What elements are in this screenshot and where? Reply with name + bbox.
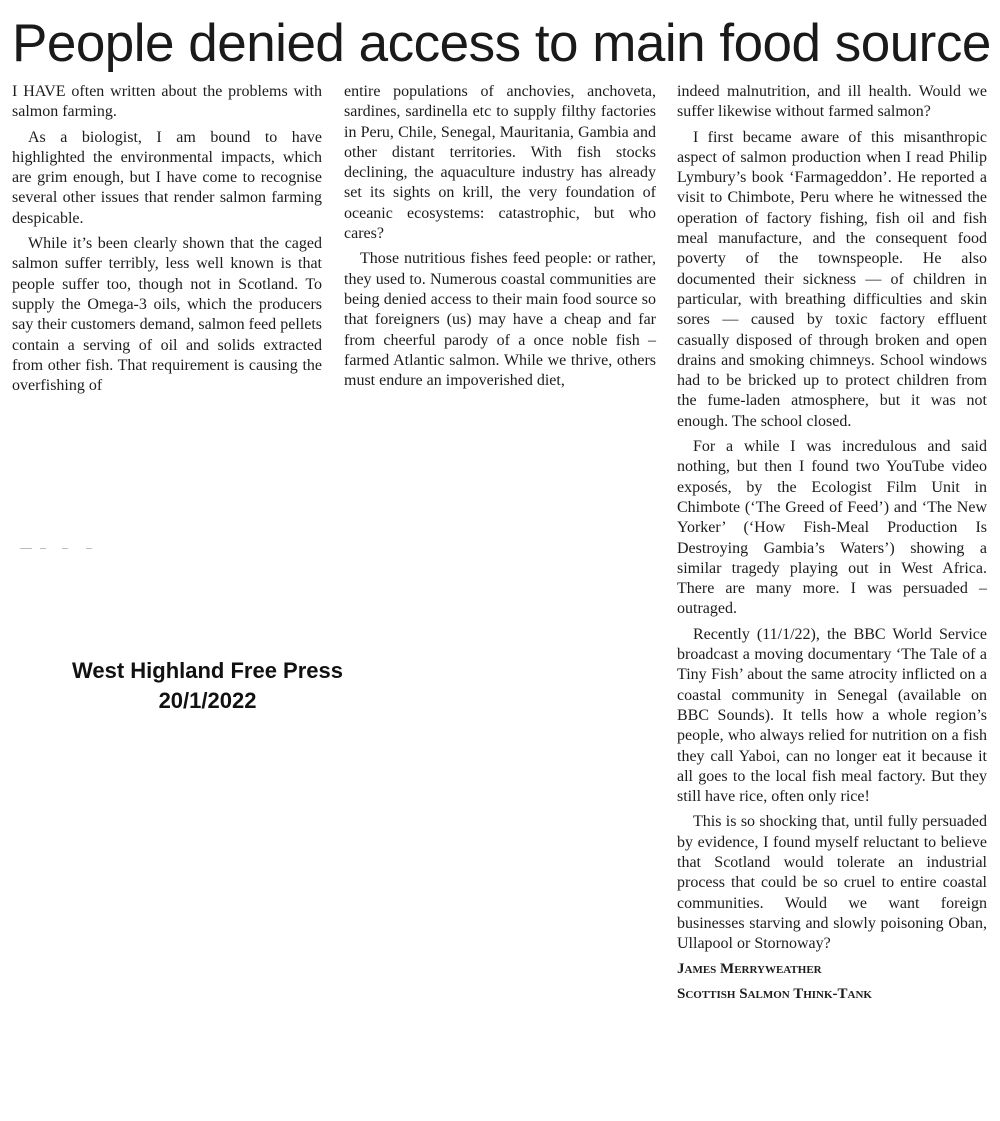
paragraph: This is so shocking that, until fully persuaded by evidence, I found myself reluctant to believe that Scotland would tolerate an industrial process that could be so cruel to entire coastal communities. Would we want foreign businesses starving and slowly poisoning Oban, Ullapool or Stornoway? [677, 813, 987, 953]
paragraph: I HAVE often written about the problems with salmon farming. [12, 83, 322, 121]
scan-mark [62, 548, 68, 549]
article-column-1 [12, 82, 322, 401]
paragraph: Recently (11/1/22), the BBC World Service broadcast a moving documentary ‘The Tale of a Tiny Fish’ about the same atrocity inflicted on a coastal community in Senegal (available on BBC Sounds). It tells how a whole region’s people, who always relied for nutrition on a fish they call Yaboi, can no longer eat it because it all goes to the local fish meal factory. But they still have rice, often only rice! [677, 625, 987, 806]
scan-mark [20, 548, 32, 549]
publication-date: 20/1/2022 [158, 688, 257, 713]
paragraph: As a biologist, I am bound to have highlighted the environmental impacts, which are grim enough, but I have come to recognise several other issues that render salmon farming despicable. [12, 128, 322, 227]
author-organisation: Scottish Salmon Think-Tank [677, 986, 872, 1003]
article-column-3 [677, 82, 987, 1009]
paragraph: I first became aware of this misanthropic aspect of salmon production when I read Philip Lymbury’s book ‘Farmageddon’. He reported a visit to Chimbote, Peru where he witnessed the operation of factory fishing, fish oil and fish meal manufacture, and the consequent food poverty of the townspeople. He also documented their sickness — of children in particular, with breathing difficulties and skin sores — caused by toxic factory effluent casually disposed of through broken and open drains and smoking chimneys. School windows had to be bricked up to protect children from the fume-laden atmosphere, but it was not enough. The school closed. [677, 128, 987, 430]
scan-mark [86, 548, 92, 549]
article-column-2 [344, 82, 656, 396]
paragraph: Those nutritious fishes feed people: or rather, they used to. Numerous coastal communities are being denied access to their main food source so that foreigners (us) may have a cheap and far from cheerful parody of a once noble fish – farmed Atlantic salmon. While we thrive, others must endure an impoverished diet, [344, 250, 656, 390]
publication-name: West Highland Free Press [71, 658, 343, 683]
headline: People denied access to main food source [12, 14, 991, 73]
source-caption [30, 656, 385, 716]
paragraph: For a while I was incredulous and said nothing, but then I found two YouTube video exposés, by the Ecologist Film Unit in Chimbote (‘The Greed of Feed’) and ‘The New Yorker’ (‘How Fish-Meal Production Is Destroying Gambia’s Waters’) showing a similar tragedy playing out in West Africa. There are many more. I was persuaded – outraged. [677, 438, 987, 618]
paragraph: While it’s been clearly shown that the caged salmon suffer terribly, less well known is that people suffer too, though not in Scotland. To supply the Omega-3 oils, which the producers say their customers demand, salmon feed pellets contain a serving of oil and solids extracted from other fish. That requirement is causing the overfishing of [12, 235, 322, 395]
author-name: James Merryweather [677, 961, 822, 978]
scan-mark [40, 548, 46, 549]
paragraph: entire populations of anchovies, anchoveta, sardines, sardinella etc to supply filthy factories in Peru, Chile, Senegal, Mauritania, Gambia and other distant territories. With fish stocks declining, the aquaculture industry has already set its sights on krill, the very foundation of oceanic ecosystems: catastrophic, but who cares? [344, 83, 656, 243]
paragraph: indeed malnutrition, and ill health. Would we suffer likewise without farmed salmon? [677, 83, 987, 121]
